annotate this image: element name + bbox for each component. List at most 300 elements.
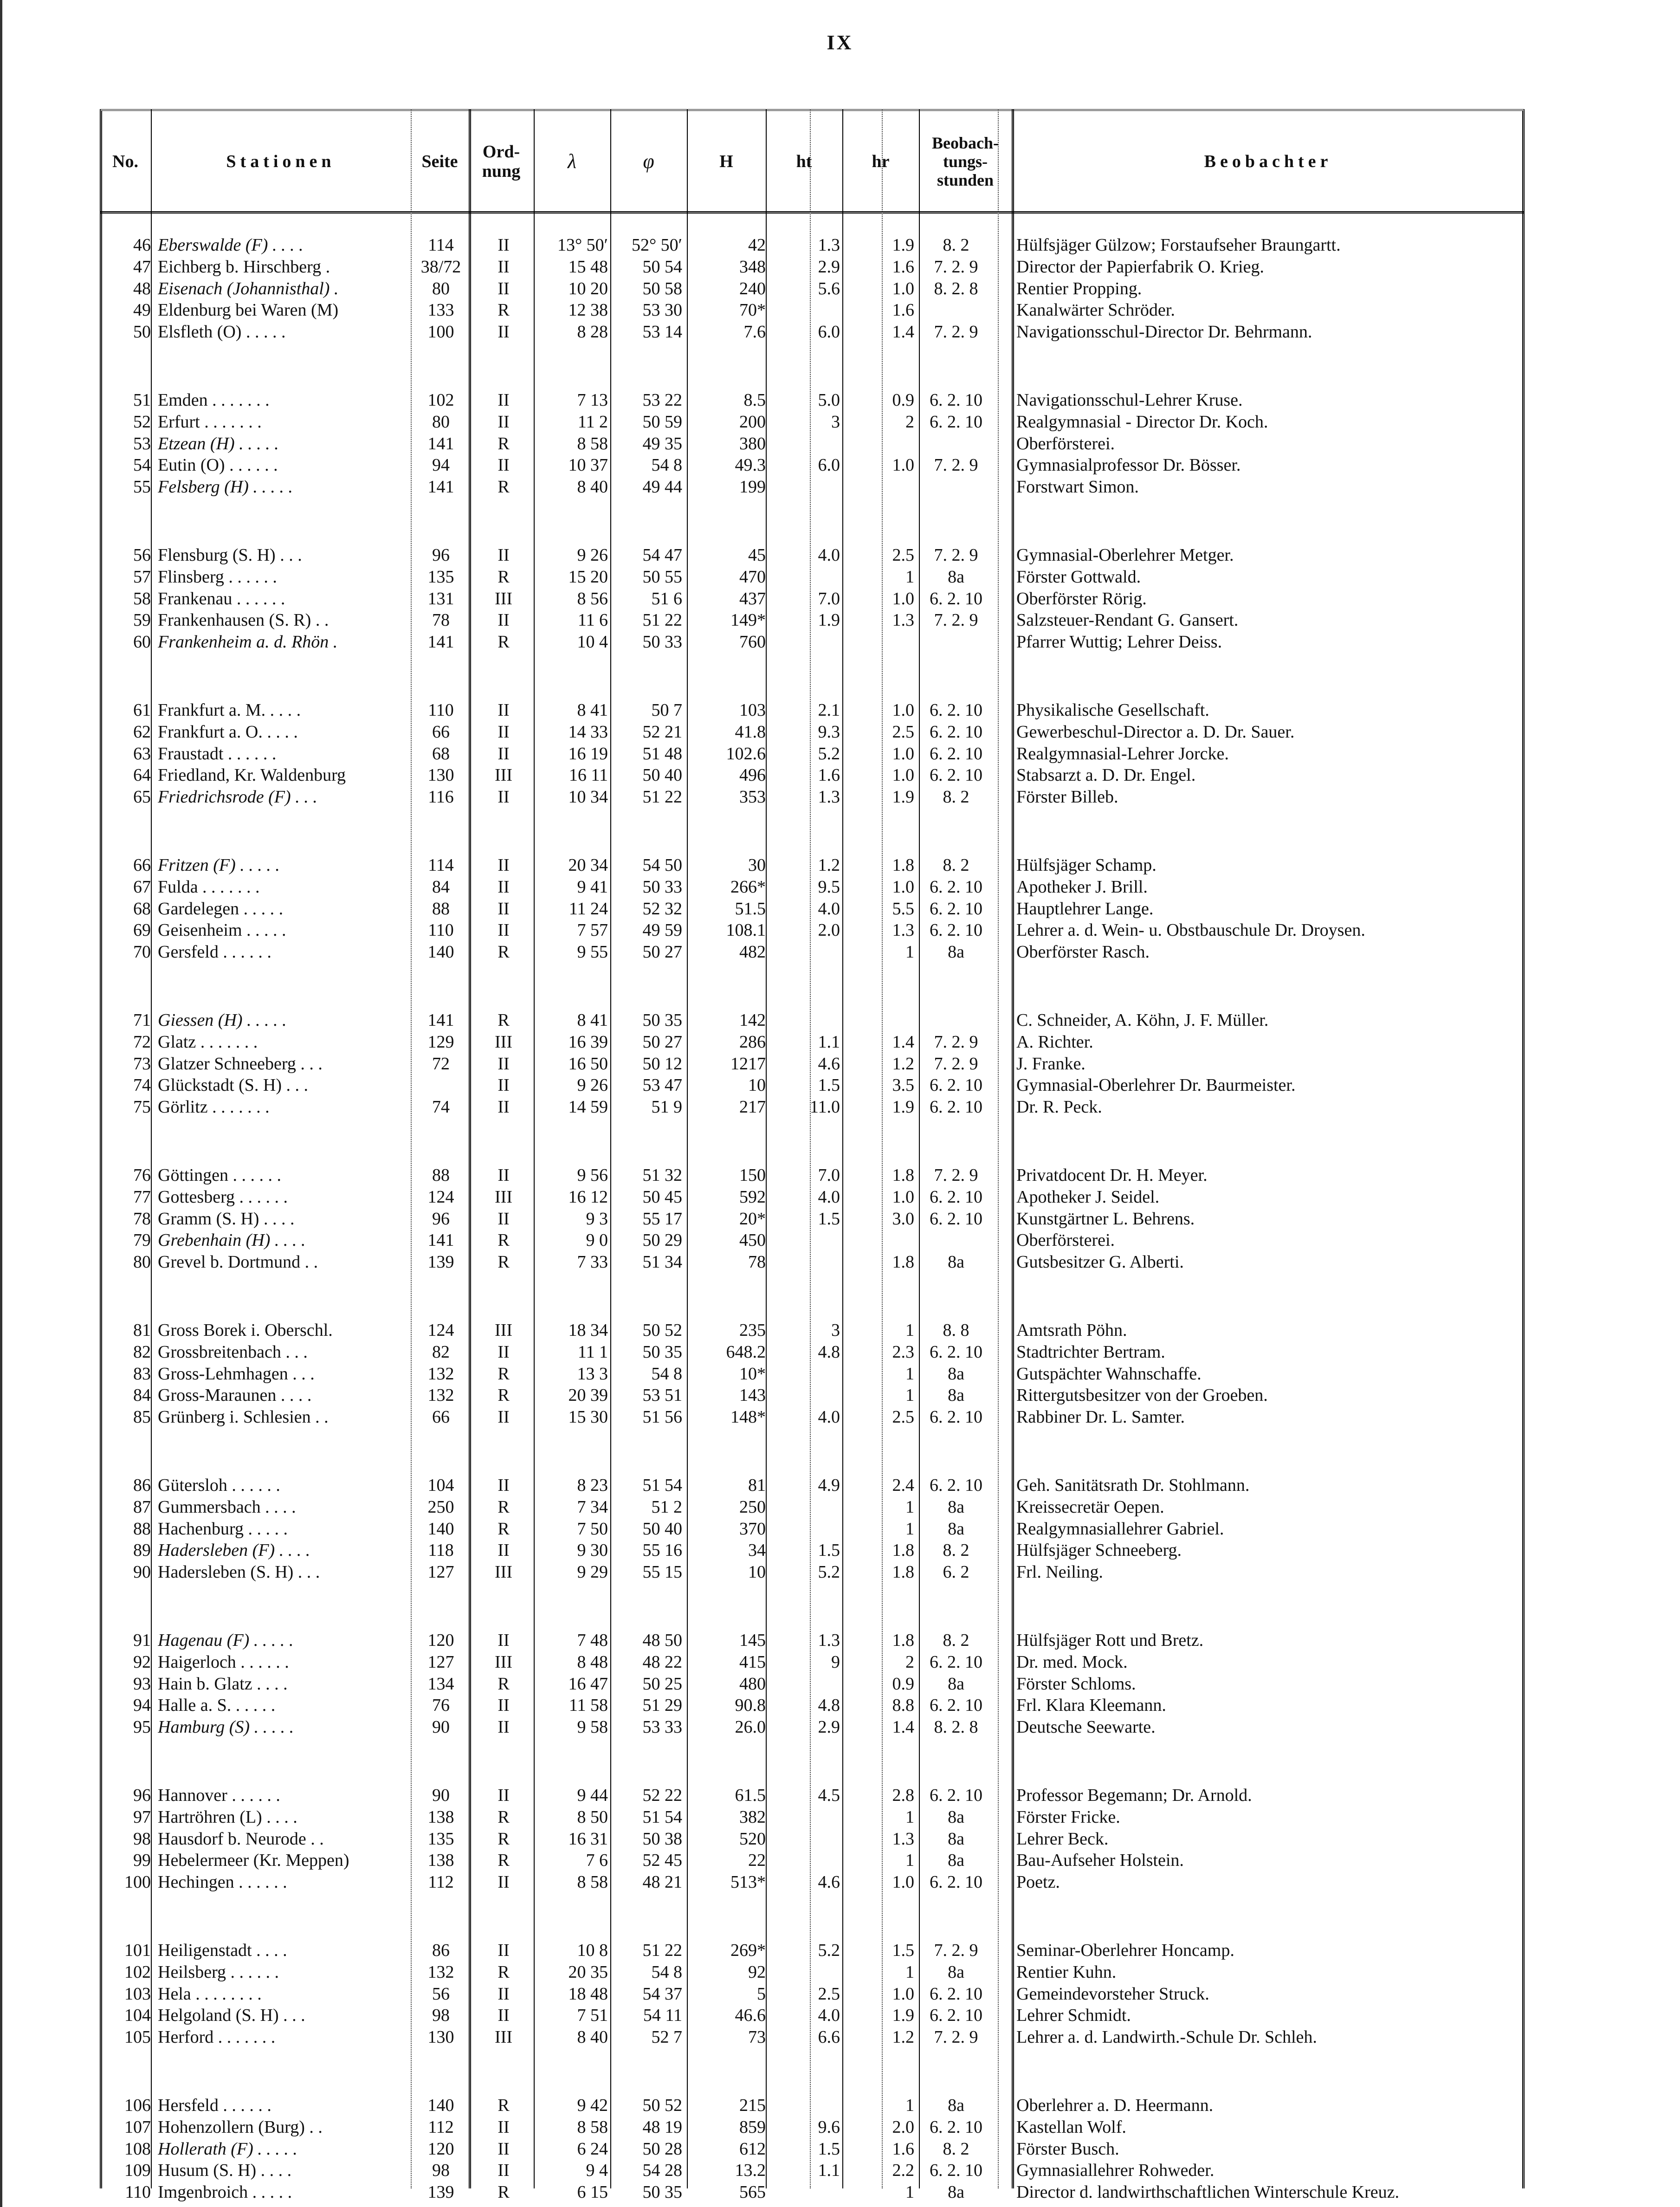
observation-hours: 6. 2. 10 [930, 744, 982, 764]
longitude: 20 34 [568, 855, 608, 875]
raingauge-height: 1.0 [892, 765, 914, 785]
height: 199 [739, 477, 766, 497]
observer: Oberförster Rörig. [1016, 589, 1147, 608]
station-order: II [498, 322, 510, 342]
observer: Gymnasiallehrer Rohweder. [1016, 2161, 1215, 2181]
latitude: 55 17 [642, 1209, 682, 1229]
longitude: 9 58 [577, 1717, 608, 1737]
observer: Hülfsjäger Schneeberg. [1016, 1540, 1182, 1560]
station-number: 105 [124, 2027, 151, 2047]
observer: Stabsarzt a. D. Dr. Engel. [1016, 765, 1196, 785]
raingauge-height: 2.0 [892, 2117, 914, 2137]
table-row [0, 2181, 1680, 2203]
longitude: 9 55 [577, 942, 608, 962]
latitude: 51 29 [642, 1696, 682, 1715]
longitude: 16 31 [568, 1829, 608, 1849]
latitude: 53 51 [642, 1385, 682, 1405]
station-name: Haigerloch . . . . . . [158, 1652, 289, 1672]
raingauge-height: 1.4 [892, 322, 914, 342]
station-order: II [498, 1941, 510, 1960]
page-ref: 102 [427, 390, 454, 410]
height: 30 [748, 855, 766, 875]
table-row [0, 2095, 1680, 2116]
station-name: Giessen (H) . . . . . [158, 1010, 287, 1030]
page-ref: 110 [428, 700, 454, 720]
page-ref: 129 [427, 1032, 454, 1052]
raingauge-height: 1.5 [892, 1941, 914, 1960]
observer: Kastellan Wolf. [1016, 2117, 1126, 2137]
observer: Pfarrer Wuttig; Lehrer Deiss. [1016, 632, 1222, 652]
station-name: Frankenau . . . . . . [158, 589, 285, 608]
page-ref: 140 [427, 942, 454, 962]
station-number: 82 [133, 1342, 151, 1362]
observer: Frl. Neiling. [1016, 1562, 1103, 1582]
observer: Kanalwärter Schröder. [1016, 300, 1175, 320]
station-order: III [495, 1320, 512, 1340]
height: 482 [739, 942, 766, 962]
observer: Förster Busch. [1016, 2139, 1119, 2159]
latitude: 51 56 [642, 1407, 682, 1427]
page-ref: 139 [427, 1252, 454, 1272]
page-ref: 141 [427, 632, 454, 652]
thermometer-height: 4.0 [818, 1407, 840, 1427]
station-order: II [498, 235, 510, 255]
station-number: 81 [133, 1320, 151, 1340]
table-row [0, 721, 1680, 743]
table-row [0, 1475, 1680, 1496]
observation-hours: 7. 2. 9 [934, 1165, 978, 1185]
page-ref: 88 [432, 1165, 450, 1185]
page-ref: 132 [427, 1364, 454, 1384]
height: 382 [739, 1807, 766, 1827]
longitude: 7 50 [577, 1519, 608, 1539]
page-ref: 98 [432, 2006, 450, 2026]
thermometer-height: 1.1 [818, 2161, 840, 2181]
raingauge-height: 1.8 [892, 1540, 914, 1560]
latitude: 48 19 [642, 2117, 682, 2137]
raingauge-height: 1.9 [892, 1097, 914, 1117]
raingauge-height: 1 [905, 1851, 914, 1870]
raingauge-height: 1 [905, 1385, 914, 1405]
station-name: Gersfeld . . . . . . [158, 942, 271, 962]
station-order: R [498, 1252, 510, 1272]
page-ref: 133 [427, 300, 454, 320]
raingauge-height: 1.8 [892, 1562, 914, 1582]
latitude: 51 54 [642, 1476, 682, 1495]
table-row [0, 234, 1680, 256]
raingauge-height: 1.9 [892, 235, 914, 255]
raingauge-height: 1.8 [892, 855, 914, 875]
observation-hours: 8a [948, 567, 964, 587]
longitude: 8 40 [577, 477, 608, 497]
station-name: Felsberg (H) . . . . . [158, 477, 293, 497]
observation-hours: 6. 2. 10 [930, 1075, 982, 1095]
header-lambda: λ [567, 149, 577, 173]
station-order: II [498, 1540, 510, 1560]
raingauge-height: 1 [905, 1320, 914, 1340]
station-order: II [498, 1165, 510, 1185]
latitude: 51 54 [642, 1807, 682, 1827]
observation-hours: 8a [948, 2182, 964, 2202]
station-name: Frankenhausen (S. R) . . [158, 610, 329, 630]
station-order: II [498, 722, 510, 742]
observer: Forstwart Simon. [1016, 477, 1139, 497]
latitude: 52 22 [642, 1786, 682, 1805]
station-name: Flinsberg . . . . . . [158, 567, 277, 587]
station-name: Hechingen . . . . . . [158, 1872, 287, 1892]
station-number: 68 [133, 899, 151, 919]
height: 648.2 [726, 1342, 766, 1362]
station-number: 110 [125, 2182, 151, 2202]
page-ref: 135 [427, 567, 454, 587]
observation-hours: 6. 2. 10 [930, 1696, 982, 1715]
height: 250 [739, 1497, 766, 1517]
thermometer-height: 9.5 [818, 877, 840, 897]
height: 81 [748, 1476, 766, 1495]
station-order: II [498, 787, 510, 807]
table-row [0, 1010, 1680, 1031]
station-number: 46 [133, 235, 151, 255]
station-order: R [498, 632, 510, 652]
page-ref: 130 [427, 765, 454, 785]
height: 415 [739, 1652, 766, 1672]
station-name: Gross-Maraunen . . . . [158, 1385, 312, 1405]
table-row [0, 1983, 1680, 2005]
table-row [0, 2116, 1680, 2138]
longitude: 7 51 [577, 2006, 608, 2026]
station-number: 106 [124, 2096, 151, 2115]
latitude: 48 50 [642, 1631, 682, 1650]
station-order: II [498, 899, 510, 919]
page-ref: 66 [432, 1407, 450, 1427]
longitude: 8 28 [577, 322, 608, 342]
station-number: 65 [133, 787, 151, 807]
longitude: 7 57 [577, 920, 608, 940]
raingauge-height: 2.5 [892, 1407, 914, 1427]
height: 90.8 [735, 1696, 766, 1715]
table-row [0, 1961, 1680, 1983]
observation-hours: 8. 2 [943, 2139, 969, 2159]
height: 348 [739, 257, 766, 277]
height: 10 [748, 1075, 766, 1095]
station-name: Grünberg i. Schlesien . . [158, 1407, 329, 1427]
station-order: R [498, 1851, 510, 1870]
station-order: II [498, 1717, 510, 1737]
station-order: II [498, 1097, 510, 1117]
height: 240 [739, 278, 766, 298]
thermometer-height: 4.5 [818, 1786, 840, 1805]
raingauge-height: 1.4 [892, 1032, 914, 1052]
station-order: II [498, 1407, 510, 1427]
observation-hours: 8. 2 [943, 1631, 969, 1650]
height: 41.8 [735, 722, 766, 742]
height: 10 [748, 1562, 766, 1582]
height: 380 [739, 434, 766, 453]
observer: Frl. Klara Kleemann. [1016, 1696, 1166, 1715]
height: 286 [739, 1032, 766, 1052]
raingauge-height: 0.9 [892, 1674, 914, 1694]
height: 353 [739, 787, 766, 807]
table-row [0, 743, 1680, 764]
station-name: Husum (S. H) . . . . [158, 2161, 292, 2181]
station-order: II [498, 1054, 510, 1074]
table-row [0, 299, 1680, 321]
station-order: II [498, 455, 510, 475]
table-row [0, 1053, 1680, 1074]
latitude: 50 35 [642, 1010, 682, 1030]
latitude: 50 25 [642, 1674, 682, 1694]
longitude: 8 41 [577, 1010, 608, 1030]
station-name: Gummersbach . . . . [158, 1497, 296, 1517]
height: 592 [739, 1187, 766, 1207]
observer: Professor Begemann; Dr. Arnold. [1016, 1786, 1252, 1805]
header-phi: φ [643, 149, 654, 173]
latitude: 50 54 [642, 257, 682, 277]
longitude: 14 33 [568, 722, 608, 742]
station-name: Hollerath (F) . . . . . [158, 2139, 297, 2159]
table-row [0, 1208, 1680, 1230]
observer: Apotheker J. Seidel. [1016, 1187, 1160, 1207]
height: 480 [739, 1674, 766, 1694]
latitude: 50 52 [642, 2096, 682, 2115]
page-ref: 116 [428, 787, 454, 807]
table-row [0, 1673, 1680, 1695]
station-order: II [498, 278, 510, 298]
observer: Gutspächter Wahnschaffe. [1016, 1364, 1202, 1384]
station-name: Eldenburg bei Waren (M) [158, 300, 339, 320]
station-number: 91 [133, 1631, 151, 1650]
longitude: 6 24 [577, 2139, 608, 2159]
table-row [0, 1518, 1680, 1540]
table-row [0, 1251, 1680, 1273]
latitude: 50 59 [642, 412, 682, 432]
page-ref: 66 [432, 722, 450, 742]
observation-hours: 8. 2. 8 [934, 278, 978, 298]
observation-hours: 8a [948, 942, 964, 962]
raingauge-height: 1.2 [892, 2027, 914, 2047]
raingauge-height: 2.4 [892, 1476, 914, 1495]
station-number: 101 [124, 1941, 151, 1960]
station-name: Hela . . . . . . . . [158, 1984, 262, 2004]
thermometer-height: 1.9 [818, 610, 840, 630]
station-order: R [498, 2096, 510, 2115]
thermometer-height: 4.0 [818, 2006, 840, 2026]
longitude: 11 2 [577, 412, 608, 432]
height: 142 [739, 1010, 766, 1030]
raingauge-height: 1.0 [892, 1872, 914, 1892]
station-name: Hebelermeer (Kr. Meppen) [158, 1851, 349, 1870]
station-name: Grebenhain (H) . . . . [158, 1230, 306, 1250]
station-number: 76 [133, 1165, 151, 1185]
latitude: 51 2 [651, 1497, 682, 1517]
thermometer-height: 4.6 [818, 1054, 840, 1074]
page-ref: 80 [432, 412, 450, 432]
table-row [0, 1031, 1680, 1053]
station-name: Gottesberg . . . . . . [158, 1187, 288, 1207]
raingauge-height: 1.3 [892, 920, 914, 940]
height: 437 [739, 589, 766, 608]
observer: Oberförsterei. [1016, 1230, 1115, 1250]
table-row [0, 476, 1680, 498]
height: 266* [730, 877, 766, 897]
page-ref: 135 [427, 1829, 454, 1849]
observation-hours: 8a [948, 2096, 964, 2115]
latitude: 48 21 [642, 1872, 682, 1892]
page-ref: 141 [427, 477, 454, 497]
table-row [0, 278, 1680, 299]
table-row [0, 1363, 1680, 1385]
header-beobachtungsstunden: Beobach- tungs- stunden [932, 133, 999, 189]
thermometer-height: 4.0 [818, 1187, 840, 1207]
station-name: Eberswalde (F) . . . . [158, 235, 304, 255]
thermometer-height: 4.0 [818, 899, 840, 919]
raingauge-height: 1.6 [892, 2139, 914, 2159]
station-order: II [498, 1342, 510, 1362]
thermometer-height: 4.8 [818, 1696, 840, 1715]
table-row [0, 764, 1680, 786]
station-name: Friedland, Kr. Waldenburg [158, 765, 346, 785]
thermometer-height: 5.0 [818, 390, 840, 410]
longitude: 10 20 [568, 278, 608, 298]
station-order: II [498, 412, 510, 432]
station-number: 73 [133, 1054, 151, 1074]
observation-hours: 6. 2. 10 [930, 700, 982, 720]
thermometer-height: 5.2 [818, 744, 840, 764]
height: 108.1 [726, 920, 766, 940]
station-number: 78 [133, 1209, 151, 1229]
longitude: 9 26 [577, 545, 608, 565]
page-ref: 127 [427, 1652, 454, 1672]
height: 7.6 [743, 322, 766, 342]
page-ref: 124 [427, 1187, 454, 1207]
station-number: 96 [133, 1786, 151, 1805]
observation-hours: 6. 2. 10 [930, 2161, 982, 2181]
table-row [0, 631, 1680, 653]
station-name: Gross-Lehmhagen . . . [158, 1364, 315, 1384]
table-row [0, 2005, 1680, 2026]
raingauge-height: 1 [905, 2096, 914, 2115]
station-name: Hersfeld . . . . . . [158, 2096, 271, 2115]
latitude: 49 35 [642, 434, 682, 453]
observer: Rabbiner Dr. L. Samter. [1016, 1407, 1185, 1427]
station-number: 57 [133, 567, 151, 587]
raingauge-height: 3.5 [892, 1075, 914, 1095]
longitude: 16 19 [568, 744, 608, 764]
height: 45 [748, 545, 766, 565]
table-row [0, 454, 1680, 476]
header-stationen: Stationen [226, 151, 336, 171]
longitude: 16 11 [569, 765, 608, 785]
thermometer-height: 1.5 [818, 1540, 840, 1560]
page-ref: 138 [427, 1851, 454, 1870]
latitude: 55 15 [642, 1562, 682, 1582]
station-name: Frankfurt a. O. . . . . [158, 722, 298, 742]
observation-hours: 8. 2 [943, 855, 969, 875]
station-order: II [498, 1696, 510, 1715]
longitude: 8 41 [577, 700, 608, 720]
raingauge-height: 1.0 [892, 455, 914, 475]
station-name: Göttingen . . . . . . [158, 1165, 281, 1185]
observation-hours: 6. 2. 10 [930, 920, 982, 940]
observer: Gewerbeschul-Director a. D. Dr. Sauer. [1016, 722, 1295, 742]
longitude: 9 56 [577, 1165, 608, 1185]
thermometer-height: 2.5 [818, 1984, 840, 2004]
station-name: Hagenau (F) . . . . . [158, 1631, 294, 1650]
longitude: 8 58 [577, 1872, 608, 1892]
longitude: 15 30 [568, 1407, 608, 1427]
raingauge-height: 3.0 [892, 1209, 914, 1229]
table-row [0, 876, 1680, 898]
page-ref: 141 [427, 1010, 454, 1030]
height: 61.5 [735, 1786, 766, 1805]
raingauge-height: 1.0 [892, 1984, 914, 2004]
header-H: H [719, 151, 733, 171]
latitude: 50 33 [642, 877, 682, 897]
raingauge-height: 2.8 [892, 1786, 914, 1805]
raingauge-height: 1 [905, 1962, 914, 1982]
observation-hours: 6. 2. 10 [930, 1342, 982, 1362]
page-ref: 141 [427, 1230, 454, 1250]
latitude: 52° 50′ [631, 235, 682, 255]
table-row [0, 898, 1680, 919]
latitude: 54 37 [642, 1984, 682, 2004]
station-order: II [498, 700, 510, 720]
station-number: 67 [133, 877, 151, 897]
height: 73 [748, 2027, 766, 2047]
thermometer-height: 11.0 [809, 1097, 840, 1117]
page-ref: 82 [432, 1342, 450, 1362]
observer: Lehrer a. d. Wein- u. Obstbauschule Dr. Droysen. [1016, 920, 1365, 940]
page-ref: 72 [432, 1054, 450, 1074]
longitude: 9 42 [577, 2096, 608, 2115]
station-order: II [498, 610, 510, 630]
station-number: 63 [133, 744, 151, 764]
station-order: R [498, 1230, 510, 1250]
station-number: 74 [133, 1075, 151, 1095]
longitude: 9 30 [577, 1540, 608, 1560]
station-name: Etzean (H) . . . . . [158, 434, 279, 453]
station-order: R [498, 477, 510, 497]
station-number: 70 [133, 942, 151, 962]
thermometer-height: 9.3 [818, 722, 840, 742]
latitude: 53 14 [642, 322, 682, 342]
observation-hours: 7. 2. 9 [934, 610, 978, 630]
height: 20* [739, 1209, 766, 1229]
page-ref: 132 [427, 1962, 454, 1982]
height: 470 [739, 567, 766, 587]
station-name: Heilsberg . . . . . . [158, 1962, 279, 1982]
header-no: No. [112, 151, 138, 171]
raingauge-height: 1 [905, 567, 914, 587]
raingauge-height: 1 [905, 1519, 914, 1539]
raingauge-height: 1 [905, 1364, 914, 1384]
station-name: Hadersleben (S. H) . . . [158, 1562, 320, 1582]
station-name: Helgoland (S. H) . . . [158, 2006, 305, 2026]
raingauge-height: 1 [905, 942, 914, 962]
height: 22 [748, 1851, 766, 1870]
station-number: 92 [133, 1652, 151, 1672]
table-row [0, 1871, 1680, 1893]
station-name: Gross Borek i. Oberschl. [158, 1320, 333, 1340]
station-number: 109 [124, 2161, 151, 2181]
table-row [0, 1496, 1680, 1518]
observer: Seminar-Oberlehrer Honcamp. [1016, 1941, 1234, 1960]
page-ref: 68 [432, 744, 450, 764]
longitude: 18 34 [568, 1320, 608, 1340]
height: 102.6 [726, 744, 766, 764]
header-hr: hr [872, 151, 890, 171]
height: 78 [748, 1252, 766, 1272]
